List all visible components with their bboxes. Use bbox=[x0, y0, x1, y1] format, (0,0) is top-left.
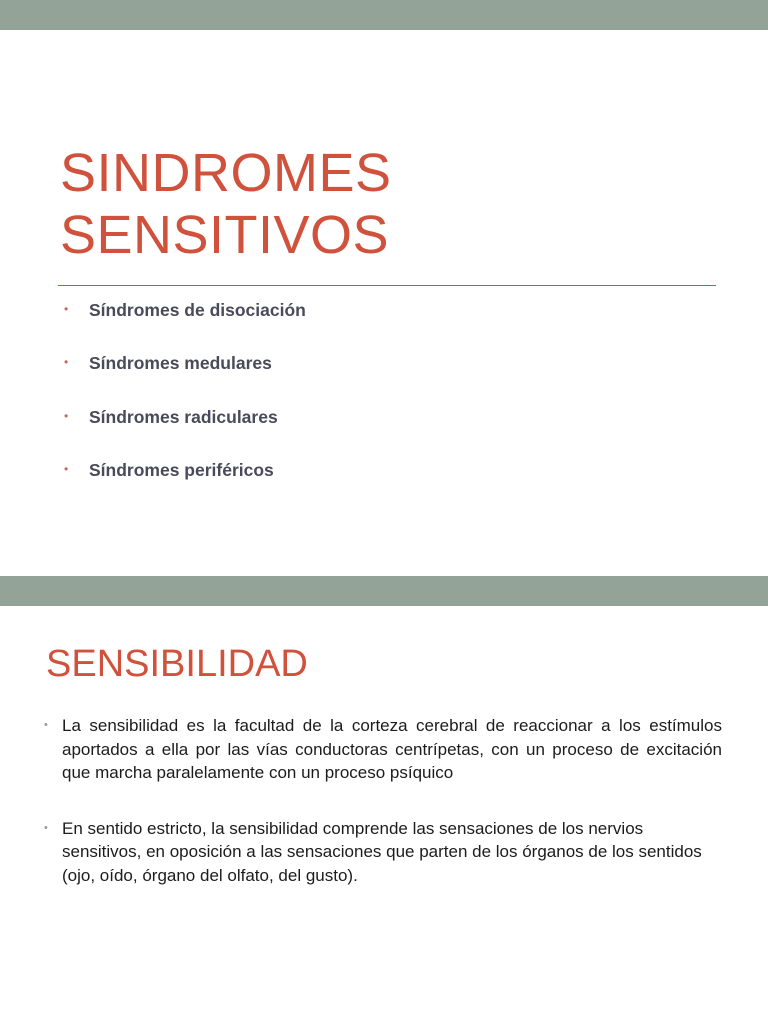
bullet-icon: • bbox=[64, 355, 69, 370]
list-item-text: Síndromes medulares bbox=[89, 353, 272, 374]
slide2-paragraph-list bbox=[44, 714, 722, 887]
list-item bbox=[62, 457, 306, 510]
bullet-icon: • bbox=[64, 302, 69, 316]
slide1-title-line-2: SENSITIVOS bbox=[60, 205, 390, 265]
slide1-title-line-1: SINDROMES bbox=[60, 143, 392, 203]
slide2-header-band bbox=[0, 576, 768, 606]
bullet-icon: • bbox=[44, 821, 48, 834]
slide1-title bbox=[60, 142, 720, 266]
bullet-icon: • bbox=[64, 408, 69, 423]
paragraph-text: En sentido estricto, la sensibilidad comprende las sensaciones de los nervios sensitivos, en oposición a las sensaciones que parten de los órganos de los sentidos (ojo, oído, órgano del olfato, del gusto). bbox=[62, 818, 702, 885]
bullet-icon: • bbox=[64, 461, 69, 476]
title-divider bbox=[58, 285, 716, 286]
list-item-text: Síndromes radiculares bbox=[89, 406, 278, 427]
list-item bbox=[62, 404, 306, 457]
paragraph-text: La sensibilidad es la facultad de la corteza cerebral de reaccionar a los estímulos aportados a ella por las vías conductoras centrípetas, con un proceso de excitación que marcha paralelamente con un proceso psíquico bbox=[62, 716, 722, 782]
list-item-text: Síndromes periféricos bbox=[89, 459, 274, 480]
list-item-text: Síndromes de disociación bbox=[89, 300, 306, 320]
list-item bbox=[44, 817, 722, 888]
bullet-icon: • bbox=[44, 719, 48, 731]
list-item bbox=[44, 714, 722, 785]
slide2-title: SENSIBILIDAD bbox=[46, 643, 308, 685]
slide1-bullet-list bbox=[62, 297, 306, 510]
list-item bbox=[62, 350, 306, 403]
list-item bbox=[62, 297, 306, 350]
slide1-header-band bbox=[0, 0, 768, 30]
